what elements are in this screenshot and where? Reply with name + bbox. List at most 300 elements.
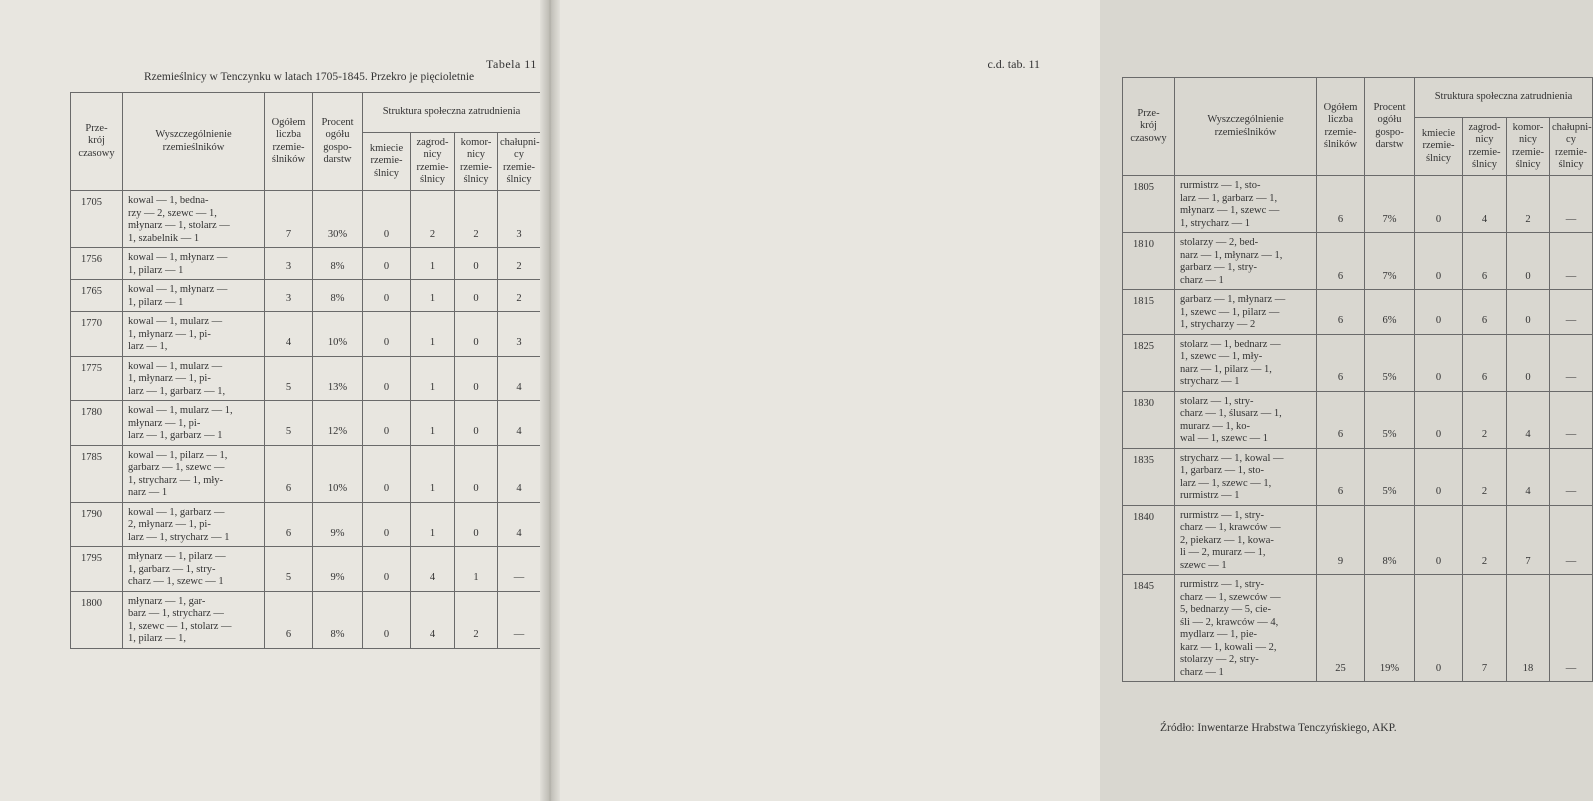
specification-line: 1, młynarz — 1, pi-: [128, 328, 211, 340]
komornicy-cell: 0: [455, 356, 498, 401]
zagrodnicy-cell: 7: [1463, 575, 1507, 682]
specification-line: larz — 1, szewc — 1,: [1180, 477, 1272, 489]
specification-line: szewc — 1: [1180, 559, 1227, 571]
specification-line: stolarzy — 2, stry-: [1180, 654, 1259, 665]
specification-line: stolarz — 1, stry-: [1180, 395, 1254, 407]
header-zagrodnicy: [1463, 118, 1507, 176]
komornicy-cell: 0: [1507, 290, 1550, 335]
specification-line: młynarz — 1, szewc —: [1180, 205, 1280, 216]
total-cell: 3: [265, 248, 313, 280]
komornicy-cell: 2: [455, 191, 498, 248]
table-body: [71, 191, 541, 649]
total-cell: 6: [1317, 233, 1365, 290]
specification-cell: [1175, 334, 1317, 391]
zagrodnicy-cell: 1: [411, 356, 455, 401]
header-chalupnicy: [1550, 118, 1593, 176]
table-row: [1123, 176, 1593, 233]
header-kmiecie: [1415, 118, 1463, 176]
specification-cell: [1175, 290, 1317, 335]
specification-line: strycharz — 1: [1180, 376, 1240, 387]
header-specification-line: Wyszczególnienie: [155, 129, 232, 140]
specification-cell: [1175, 448, 1317, 505]
kmiecie-cell: 0: [363, 591, 411, 648]
header-percent-line: gospo-: [323, 141, 352, 153]
header-zagrodnicy-line: zagrod-: [416, 136, 449, 148]
percent-cell: 19%: [1365, 575, 1415, 682]
specification-cell: [123, 401, 265, 446]
total-cell: 5: [265, 401, 313, 446]
header-komornicy-line: nicy: [1518, 134, 1538, 145]
specification-line: 1, strycharz — 1, mły-: [128, 474, 224, 486]
specification-line: charz — 1, szewców —: [1180, 591, 1281, 603]
header-komornicy: [1507, 118, 1550, 176]
specification-cell: [1175, 575, 1317, 682]
header-zagrodnicy-line: ślnicy: [1471, 159, 1498, 170]
table-header: [1123, 78, 1593, 176]
komornicy-cell: 0: [1507, 233, 1550, 290]
specification-line: 1, szewc — 1, stolarz —: [128, 620, 232, 632]
header-chalupnicy-line: rzemie-: [502, 161, 536, 173]
kmiecie-cell: 0: [363, 356, 411, 401]
header-period-line: Prze-: [85, 122, 108, 134]
specification-line: kowal — 1, garbarz —: [128, 506, 225, 518]
header-komornicy-line: rzemie-: [1511, 146, 1545, 158]
chalupnicy-cell: —: [1550, 334, 1593, 391]
kmiecie-cell: 0: [1415, 334, 1463, 391]
specification-line: barz — 1, strycharz —: [128, 608, 224, 619]
header-total-line: liczba: [275, 129, 302, 140]
specification-line: larz — 1, garbarz — 1,: [1180, 192, 1278, 204]
komornicy-cell: 1: [455, 547, 498, 592]
specification-line: narz — 1, pilarz — 1,: [1180, 363, 1272, 375]
specification-line: larz — 1, garbarz — 1,: [128, 385, 226, 397]
header-period-line: Prze-: [1137, 107, 1160, 119]
percent-cell: 7%: [1365, 176, 1415, 233]
percent-cell: 9%: [313, 502, 363, 547]
zagrodnicy-cell: 2: [1463, 391, 1507, 448]
total-cell: 5: [265, 356, 313, 401]
header-specification-line: rzemieślników: [162, 141, 225, 153]
specification-line: 1, szabelnik — 1: [128, 232, 200, 244]
header-kmiecie-line: ślnicy: [1425, 152, 1452, 164]
header-zagrodnicy-line: rzemie-: [1468, 146, 1501, 158]
table-row: [71, 191, 541, 248]
specification-line: stolarzy — 2, bed-: [1180, 237, 1259, 248]
specification-line: larz — 1,: [128, 341, 168, 352]
table-row: [71, 401, 541, 446]
header-komornicy-line: nicy: [466, 149, 486, 160]
header-total: [265, 93, 313, 191]
percent-cell: 8%: [313, 280, 363, 312]
specification-line: 1, młynarz — 1, pi-: [128, 373, 211, 384]
continuation-label: c.d. tab. 11: [987, 57, 1040, 71]
specification-cell: [1175, 391, 1317, 448]
chalupnicy-cell: —: [498, 547, 541, 592]
total-cell: 4: [265, 312, 313, 357]
period-cell: 1775: [71, 356, 123, 401]
kmiecie-cell: 0: [1415, 176, 1463, 233]
total-cell: 6: [265, 502, 313, 547]
total-cell: 6: [1317, 448, 1365, 505]
specification-line: 2, młynarz — 1, pi-: [128, 519, 211, 530]
zagrodnicy-cell: 2: [1463, 505, 1507, 575]
specification-line: młynarz — 1, pi-: [128, 417, 201, 429]
specification-line: garbarz — 1, młynarz —: [1180, 294, 1286, 305]
specification-line: stolarz — 1, bednarz —: [1180, 338, 1281, 350]
komornicy-cell: 2: [455, 591, 498, 648]
komornicy-cell: 0: [455, 502, 498, 547]
komornicy-cell: 0: [455, 280, 498, 312]
zagrodnicy-cell: 2: [411, 191, 455, 248]
komornicy-cell: 0: [455, 248, 498, 280]
specification-line: 1, garbarz — 1, stry-: [128, 563, 216, 575]
specification-line: strycharz — 1, kowal —: [1180, 452, 1284, 464]
specification-line: 5, bednarzy — 5, cie-: [1180, 604, 1271, 615]
kmiecie-cell: 0: [363, 502, 411, 547]
header-period-line: krój: [1140, 120, 1157, 132]
specification-line: 1, szewc — 1, mły-: [1180, 351, 1263, 362]
header-chalupnicy: [498, 133, 541, 191]
specification-line: charz — 1: [1180, 666, 1224, 678]
specification-line: charz — 1, krawców —: [1180, 522, 1281, 533]
total-cell: 25: [1317, 575, 1365, 682]
header-period: [1123, 78, 1175, 176]
period-cell: 1830: [1123, 391, 1175, 448]
header-chalupnicy-line: chałupni-: [500, 136, 540, 148]
table-row: [71, 591, 541, 648]
period-cell: 1845: [1123, 575, 1175, 682]
total-cell: 9: [1317, 505, 1365, 575]
header-percent-line: ogółu: [1377, 114, 1402, 125]
percent-cell: 12%: [313, 401, 363, 446]
header-chalupnicy-line: cy: [514, 149, 524, 160]
kmiecie-cell: 0: [1415, 505, 1463, 575]
percent-cell: 7%: [1365, 233, 1415, 290]
table-row: [71, 502, 541, 547]
specification-cell: [123, 280, 265, 312]
right-page: [552, 0, 1592, 801]
komornicy-cell: 4: [1507, 391, 1550, 448]
header-percent-line: ogółu: [325, 129, 350, 140]
specification-line: kowal — 1, pilarz — 1,: [128, 449, 228, 461]
komornicy-cell: 0: [1507, 334, 1550, 391]
percent-cell: 9%: [313, 547, 363, 592]
table-body: [1123, 176, 1593, 682]
specification-line: 1, garbarz — 1, sto-: [1180, 465, 1264, 476]
period-cell: 1835: [1123, 448, 1175, 505]
specification-line: młynarz — 1, pilarz —: [128, 551, 226, 562]
specification-line: charz — 1, ślusarz — 1,: [1180, 408, 1282, 419]
header-percent-line: Procent: [321, 116, 354, 128]
table-row: [1123, 448, 1593, 505]
period-cell: 1795: [71, 547, 123, 592]
specification-line: młynarz — 1, stolarz —: [128, 220, 230, 231]
specification-line: kowal — 1, bedna-: [128, 195, 209, 206]
zagrodnicy-cell: 1: [411, 502, 455, 547]
zagrodnicy-cell: 4: [411, 547, 455, 592]
specification-line: larz — 1, garbarz — 1: [128, 430, 223, 441]
table-row: [71, 312, 541, 357]
header-row: [71, 93, 541, 133]
specification-cell: [123, 547, 265, 592]
header-percent: [313, 93, 363, 191]
specification-line: rzy — 2, szewc — 1,: [128, 207, 217, 219]
kmiecie-cell: 0: [1415, 448, 1463, 505]
total-cell: 6: [1317, 391, 1365, 448]
chalupnicy-cell: 3: [498, 191, 541, 248]
kmiecie-cell: 0: [1415, 575, 1463, 682]
table-title: Rzemieślnicy w Tenczynku w latach 1705-1845. Przekro je pięcioletnie: [144, 71, 475, 83]
header-kmiecie-line: rzemie-: [370, 155, 403, 167]
specification-cell: [123, 445, 265, 502]
komornicy-cell: 0: [455, 445, 498, 502]
header-zagrodnicy-line: ślnicy: [419, 174, 446, 185]
specification-line: 1, strycharzy — 2: [1180, 319, 1256, 330]
chalupnicy-cell: 4: [498, 401, 541, 446]
table-row: [71, 356, 541, 401]
specification-cell: [1175, 505, 1317, 575]
specification-line: kowal — 1, mularz — 1,: [128, 405, 233, 416]
header-total: [1317, 78, 1365, 176]
period-cell: 1765: [71, 280, 123, 312]
komornicy-cell: 0: [455, 312, 498, 357]
chalupnicy-cell: —: [1550, 391, 1593, 448]
specification-line: wal — 1, szewc — 1: [1180, 433, 1269, 444]
header-total-line: rzemie-: [1324, 126, 1357, 138]
header-period: [71, 93, 123, 191]
header-chalupnicy-line: rzemie-: [1554, 146, 1588, 158]
table-row: [71, 445, 541, 502]
period-cell: 1840: [1123, 505, 1175, 575]
percent-cell: 10%: [313, 312, 363, 357]
chalupnicy-cell: 2: [498, 248, 541, 280]
kmiecie-cell: 0: [363, 547, 411, 592]
table-row: [71, 248, 541, 280]
total-cell: 6: [1317, 176, 1365, 233]
specification-line: 1, pilarz — 1: [128, 296, 184, 308]
table-row: [1123, 233, 1593, 290]
specification-line: kowal — 1, mularz —: [128, 316, 223, 327]
table-row: [1123, 505, 1593, 575]
zagrodnicy-cell: 1: [411, 248, 455, 280]
specification-line: rurmistrz — 1, stry-: [1180, 579, 1264, 590]
chalupnicy-cell: —: [1550, 505, 1593, 575]
zagrodnicy-cell: 4: [1463, 176, 1507, 233]
header-zagrodnicy-line: nicy: [1475, 134, 1494, 145]
percent-cell: 30%: [313, 191, 363, 248]
kmiecie-cell: 0: [1415, 290, 1463, 335]
komornicy-cell: 18: [1507, 575, 1550, 682]
zagrodnicy-cell: 6: [1463, 334, 1507, 391]
header-kmiecie-line: kmiecie: [369, 142, 404, 154]
header-total-line: ślników: [1323, 139, 1358, 150]
header-komornicy-line: ślnicy: [463, 174, 489, 185]
chalupnicy-cell: 4: [498, 445, 541, 502]
chalupnicy-cell: —: [1550, 290, 1593, 335]
total-cell: 7: [265, 191, 313, 248]
specification-line: karz — 1, kowali — 2,: [1180, 641, 1277, 653]
header-chalupnicy-line: cy: [1566, 134, 1576, 145]
percent-cell: 8%: [1365, 505, 1415, 575]
chalupnicy-cell: 4: [498, 502, 541, 547]
header-total-line: Ogółem: [1323, 101, 1358, 113]
zagrodnicy-cell: 6: [1463, 290, 1507, 335]
specification-line: charz — 1, szewc — 1: [128, 576, 224, 587]
chalupnicy-cell: —: [498, 591, 541, 648]
specification-line: murarz — 1, ko-: [1180, 420, 1250, 432]
header-kmiecie-line: kmiecie: [1421, 127, 1456, 139]
header-period-line: krój: [88, 135, 105, 147]
percent-cell: 5%: [1365, 334, 1415, 391]
header-komornicy-line: komor-: [1512, 121, 1544, 133]
period-cell: 1805: [1123, 176, 1175, 233]
period-cell: 1705: [71, 191, 123, 248]
specification-line: 1, strycharz — 1: [1180, 217, 1250, 229]
header-percent-line: Procent: [1373, 101, 1406, 113]
specification-line: rurmistrz — 1: [1180, 490, 1240, 501]
specification-line: kowal — 1, mularz —: [128, 360, 223, 372]
komornicy-cell: 4: [1507, 448, 1550, 505]
percent-cell: 5%: [1365, 391, 1415, 448]
zagrodnicy-cell: 1: [411, 280, 455, 312]
komornicy-cell: 7: [1507, 505, 1550, 575]
specification-cell: [123, 591, 265, 648]
header-total-line: liczba: [1327, 114, 1354, 125]
header-komornicy-line: ślnicy: [1515, 159, 1541, 170]
total-cell: 6: [265, 445, 313, 502]
chalupnicy-cell: —: [1550, 575, 1593, 682]
specification-line: rurmistrz — 1, sto-: [1180, 180, 1261, 191]
header-komornicy-line: komor-: [460, 136, 492, 148]
total-cell: 5: [265, 547, 313, 592]
period-cell: 1770: [71, 312, 123, 357]
specification-line: 1, pilarz — 1: [128, 264, 184, 276]
table-number-label: Tabela 11: [486, 57, 537, 71]
kmiecie-cell: 0: [363, 445, 411, 502]
specification-line: śli — 2, krawców — 4,: [1180, 616, 1279, 628]
header-percent-line: darstw: [323, 154, 352, 165]
specification-line: narz — 1, młynarz — 1,: [1180, 249, 1283, 261]
header-total-line: rzemie-: [272, 141, 305, 153]
total-cell: 3: [265, 280, 313, 312]
specification-line: 1, pilarz — 1,: [128, 633, 187, 644]
total-cell: 6: [1317, 334, 1365, 391]
craftsmen-table-left: [70, 92, 541, 649]
chalupnicy-cell: 3: [498, 312, 541, 357]
table-header: [71, 93, 541, 191]
zagrodnicy-cell: 1: [411, 312, 455, 357]
specification-line: charz — 1: [1180, 274, 1224, 286]
header-social-structure: Struktura społeczna zatrudnienia: [1415, 78, 1593, 118]
table-row: [71, 280, 541, 312]
header-specification: [123, 93, 265, 191]
header-percent-line: darstw: [1375, 139, 1404, 150]
percent-cell: 13%: [313, 356, 363, 401]
header-chalupnicy-line: chałupni-: [1552, 121, 1592, 133]
header-percent: [1365, 78, 1415, 176]
source-note: Źródło: Inwentarze Hrabstwa Tenczyńskiego, AKP.: [1160, 722, 1397, 734]
specification-line: 2, piekarz — 1, kowa-: [1180, 534, 1274, 546]
kmiecie-cell: 0: [363, 191, 411, 248]
header-total-line: Ogółem: [271, 116, 306, 128]
specification-line: narz — 1: [128, 487, 168, 498]
header-social-structure: Struktura społeczna zatrudnienia: [363, 93, 541, 133]
craftsmen-table-right: [1122, 77, 1593, 682]
period-cell: 1810: [1123, 233, 1175, 290]
specification-cell: [123, 356, 265, 401]
komornicy-cell: 0: [455, 401, 498, 446]
period-cell: 1790: [71, 502, 123, 547]
percent-cell: 6%: [1365, 290, 1415, 335]
header-period-line: czasowy: [78, 147, 115, 159]
period-cell: 1815: [1123, 290, 1175, 335]
period-cell: 1800: [71, 591, 123, 648]
specification-line: mydlarz — 1, pie-: [1180, 629, 1257, 640]
chalupnicy-cell: 4: [498, 356, 541, 401]
zagrodnicy-cell: 2: [1463, 448, 1507, 505]
left-page: [0, 0, 548, 801]
header-percent-line: gospo-: [1375, 126, 1404, 138]
zagrodnicy-cell: 1: [411, 401, 455, 446]
specification-line: 1, szewc — 1, pilarz —: [1180, 306, 1280, 318]
table-row: [1123, 575, 1593, 682]
header-period-line: czasowy: [1130, 132, 1167, 144]
specification-cell: [123, 191, 265, 248]
header-zagrodnicy-line: nicy: [423, 149, 442, 160]
total-cell: 6: [1317, 290, 1365, 335]
header-komornicy-line: rzemie-: [459, 161, 493, 173]
kmiecie-cell: 0: [363, 401, 411, 446]
zagrodnicy-cell: 1: [411, 445, 455, 502]
percent-cell: 10%: [313, 445, 363, 502]
header-kmiecie-line: ślnicy: [373, 167, 400, 179]
header-kmiecie: [363, 133, 411, 191]
chalupnicy-cell: —: [1550, 176, 1593, 233]
header-specification-line: Wyszczególnienie: [1207, 114, 1284, 125]
header-chalupnicy-line: ślnicy: [1558, 159, 1584, 170]
percent-cell: 8%: [313, 591, 363, 648]
kmiecie-cell: 0: [363, 312, 411, 357]
header-komornicy: [455, 133, 498, 191]
percent-cell: 8%: [313, 248, 363, 280]
period-cell: 1756: [71, 248, 123, 280]
table-row: [1123, 391, 1593, 448]
header-total-line: ślników: [271, 154, 306, 165]
period-cell: 1785: [71, 445, 123, 502]
kmiecie-cell: 0: [363, 280, 411, 312]
chalupnicy-cell: 2: [498, 280, 541, 312]
period-cell: 1825: [1123, 334, 1175, 391]
specification-line: garbarz — 1, stry-: [1180, 262, 1257, 273]
specification-cell: [123, 312, 265, 357]
table-row: [71, 547, 541, 592]
komornicy-cell: 2: [1507, 176, 1550, 233]
kmiecie-cell: 0: [1415, 233, 1463, 290]
specification-line: kowal — 1, młynarz —: [128, 284, 228, 295]
specification-cell: [123, 248, 265, 280]
specification-line: młynarz — 1, gar-: [128, 595, 206, 607]
specification-line: li — 2, murarz — 1,: [1180, 547, 1266, 558]
header-zagrodnicy-line: zagrod-: [1468, 121, 1501, 133]
table-row: [1123, 290, 1593, 335]
specification-line: rurmistrz — 1, stry-: [1180, 509, 1264, 521]
period-cell: 1780: [71, 401, 123, 446]
percent-cell: 5%: [1365, 448, 1415, 505]
book-gutter: [540, 0, 560, 801]
zagrodnicy-cell: 6: [1463, 233, 1507, 290]
chalupnicy-cell: —: [1550, 233, 1593, 290]
table-row: [1123, 334, 1593, 391]
